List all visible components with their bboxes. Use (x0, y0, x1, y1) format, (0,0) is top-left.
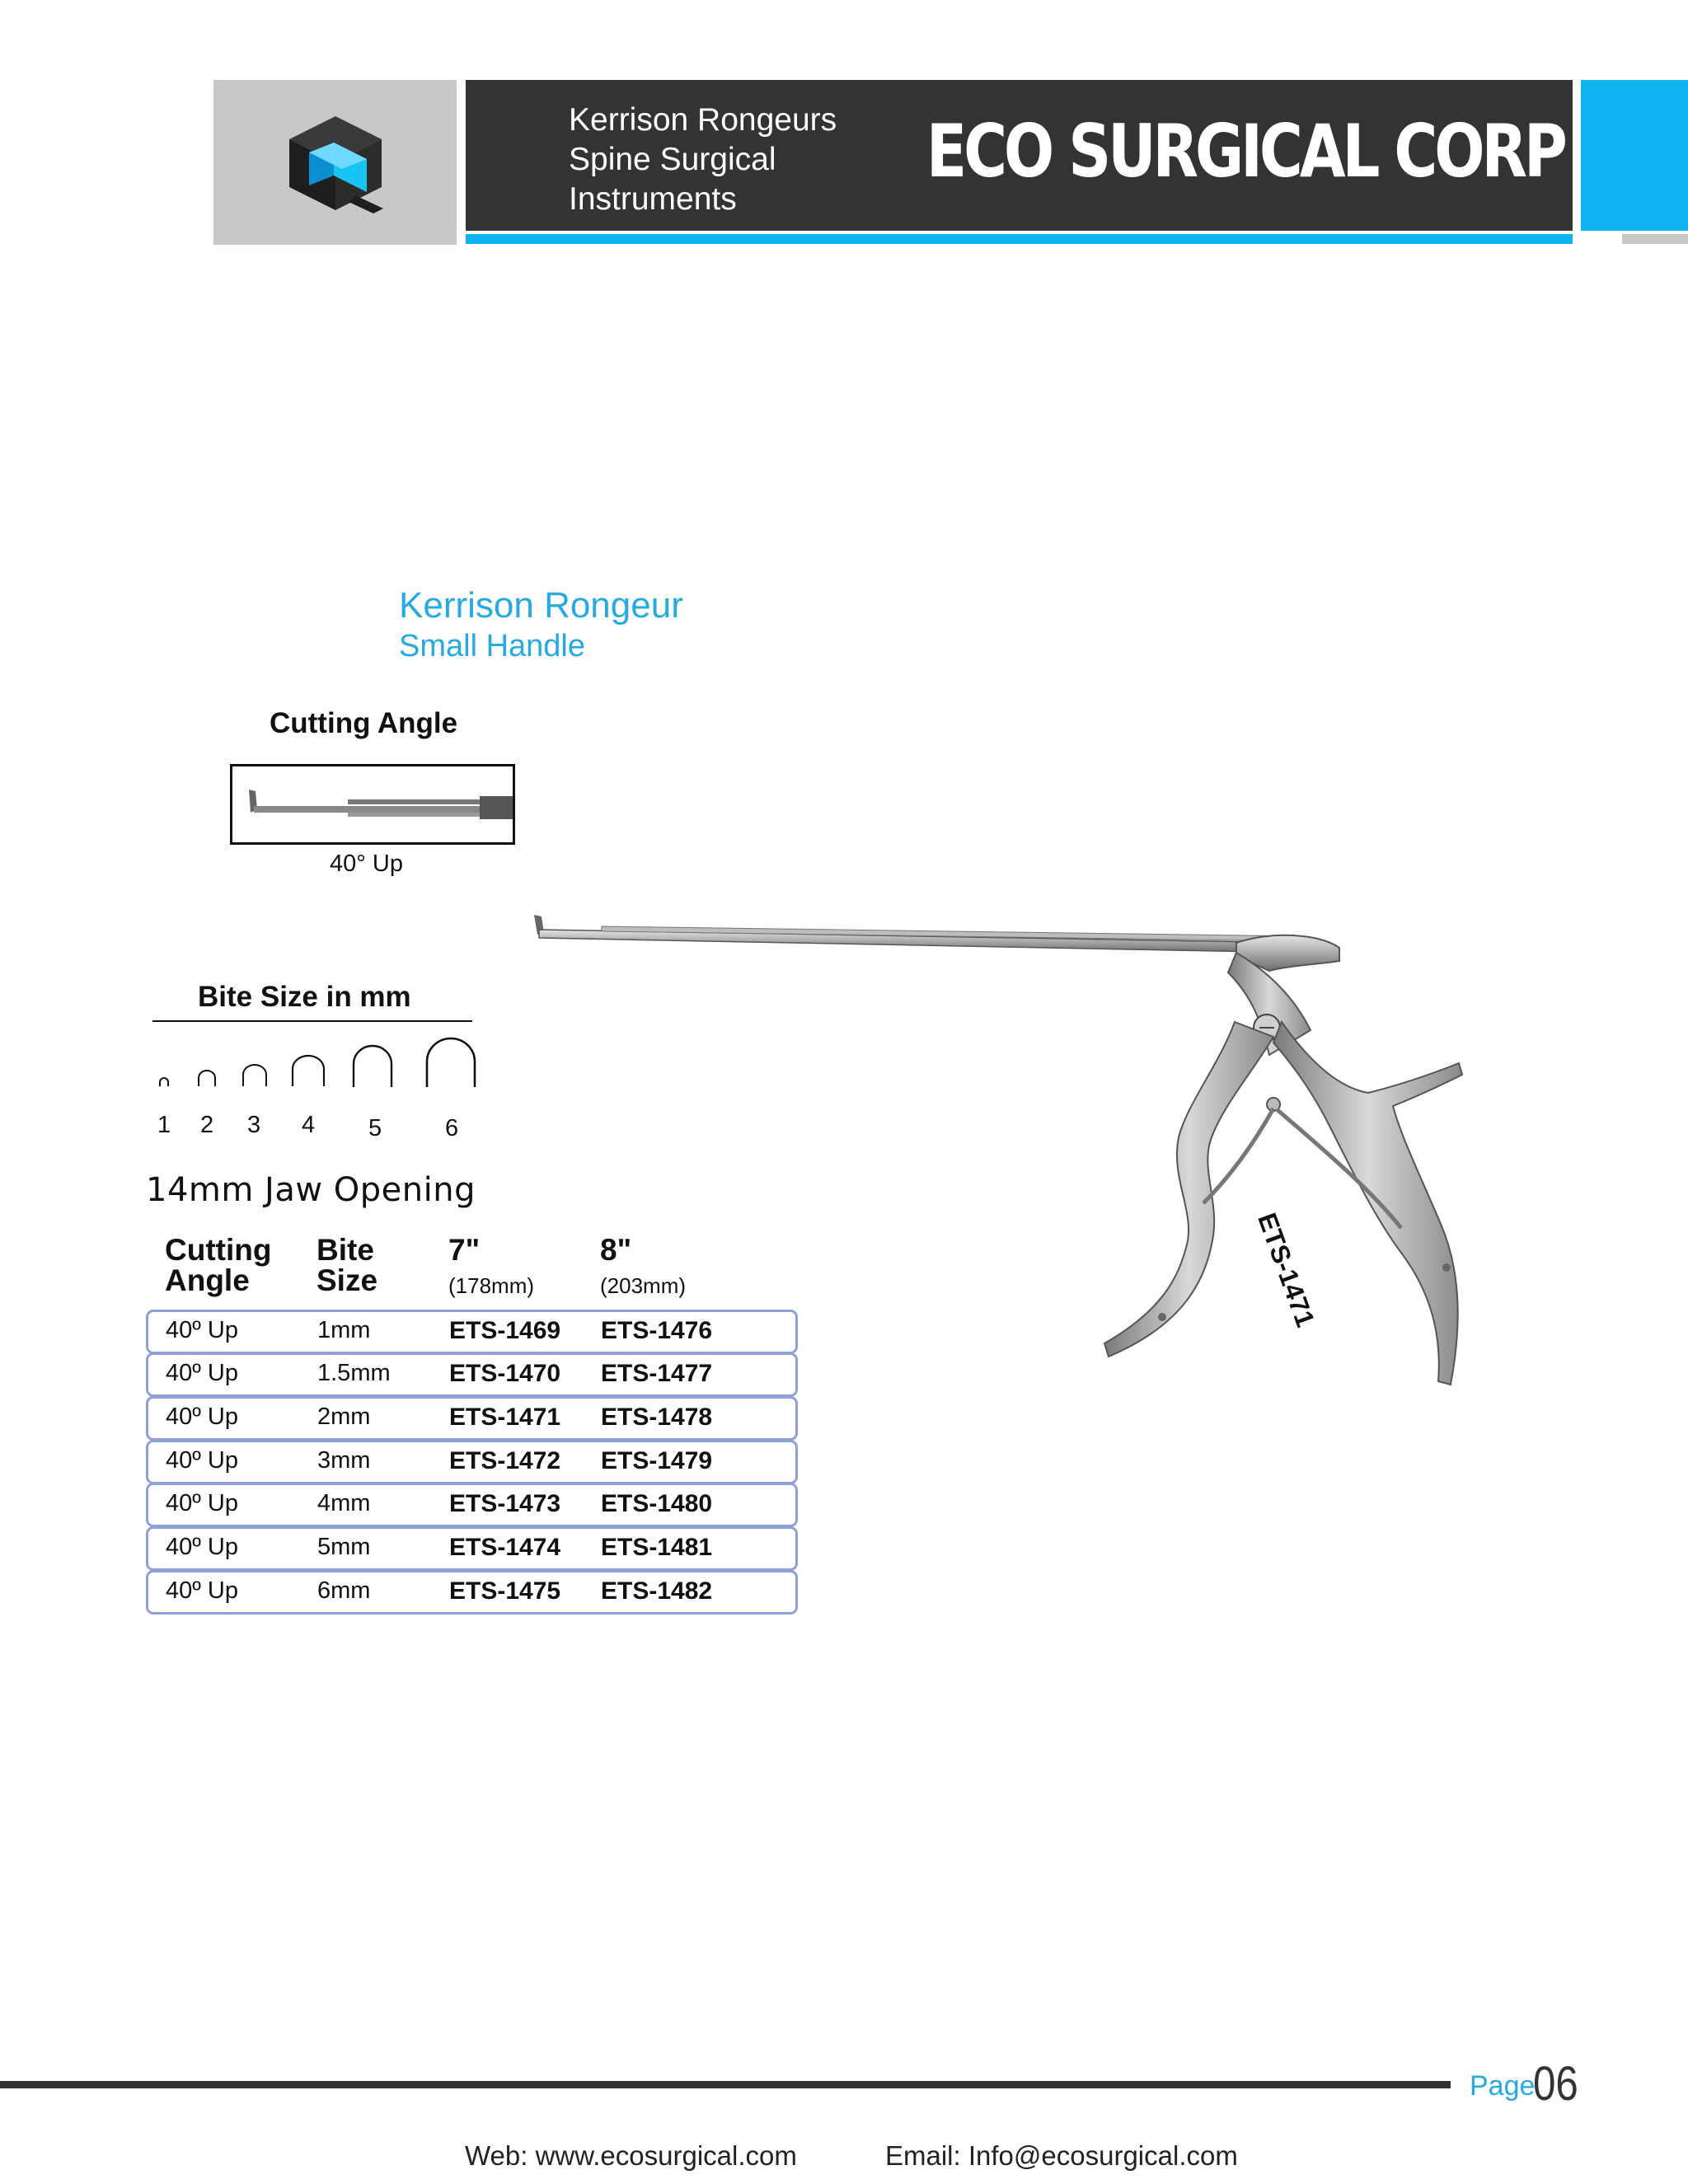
header-grey-line (1622, 234, 1688, 244)
cell-code-8: ETS-1477 (601, 1360, 713, 1387)
bite-shape-4-icon (291, 1054, 326, 1087)
cell-bite: 6mm (317, 1577, 371, 1604)
cell-angle: 40º Up (166, 1360, 238, 1386)
subtitle-line: Instruments (569, 181, 737, 217)
cell-bite: 5mm (317, 1534, 371, 1560)
cell-bite: 2mm (317, 1404, 371, 1430)
cell-bite: 1.5mm (317, 1360, 391, 1386)
table-row (146, 1570, 798, 1615)
jaw-opening-label: 14mm Jaw Opening (146, 1171, 476, 1209)
bite-size-divider (152, 1020, 472, 1022)
page-label: Page (1470, 2070, 1536, 2102)
bite-number: 6 (445, 1115, 459, 1141)
logo-panel (213, 80, 457, 245)
cell-bite: 1mm (317, 1317, 371, 1343)
table-row (146, 1440, 798, 1484)
subtitle-line: Spine Surgical (569, 142, 776, 177)
cell-angle: 40º Up (166, 1490, 238, 1516)
company-name: ECO SURGICAL CORP (926, 109, 1564, 194)
cell-code-7: ETS-1475 (449, 1577, 561, 1605)
bite-shape-6-icon (425, 1037, 476, 1088)
header-bite-size: Bite Size (316, 1233, 378, 1297)
instrument-code-label: ETS-1471 (1252, 1209, 1321, 1331)
bite-number: 3 (247, 1112, 261, 1138)
header-subtitle (569, 101, 837, 219)
table-row (146, 1526, 798, 1571)
cell-code-8: ETS-1480 (601, 1490, 713, 1517)
cutting-angle-diagram (230, 764, 515, 845)
kerrison-rongeur-illustration (528, 898, 1533, 1413)
cell-code-7: ETS-1470 (449, 1360, 561, 1387)
cell-code-8: ETS-1479 (601, 1447, 713, 1474)
cell-angle: 40º Up (166, 1534, 238, 1560)
bite-number: 2 (200, 1112, 214, 1138)
bite-number: 1 (157, 1112, 171, 1138)
cell-bite: 3mm (317, 1447, 371, 1474)
cutting-angle-caption: 40° Up (330, 851, 403, 877)
cell-code-8: ETS-1481 (601, 1534, 713, 1561)
bite-number: 5 (368, 1115, 382, 1141)
cell-code-7: ETS-1471 (449, 1404, 561, 1431)
cell-code-8: ETS-1482 (601, 1577, 713, 1605)
cell-angle: 40º Up (166, 1317, 238, 1343)
product-subtitle: Small Handle (399, 629, 585, 663)
header-8-inch: 8" (600, 1233, 632, 1267)
website-link[interactable]: Web: www.ecosurgical.com (465, 2140, 797, 2171)
bite-size-label: Bite Size in mm (198, 981, 411, 1013)
bite-shape-5-icon (352, 1044, 393, 1088)
bite-shape-3-icon (241, 1063, 268, 1087)
header-accent-line (466, 234, 1573, 244)
cutting-angle-label: Cutting Angle (270, 707, 458, 739)
rongeur-instrument-icon (528, 898, 1533, 1409)
jaw-tip-icon (232, 766, 513, 842)
email-link[interactable]: Email: Info@ecosurgical.com (885, 2140, 1238, 2171)
bite-shape-1-icon (158, 1077, 170, 1087)
cell-bite: 4mm (317, 1490, 371, 1516)
cell-angle: 40º Up (166, 1404, 238, 1430)
subtitle-line: Kerrison Rongeurs (569, 102, 837, 138)
cell-angle: 40º Up (166, 1447, 238, 1474)
bite-shape-2-icon (197, 1070, 217, 1087)
cell-code-7: ETS-1472 (449, 1447, 561, 1474)
cell-code-8: ETS-1476 (601, 1317, 713, 1344)
header-8-inch-mm: (203mm) (600, 1273, 687, 1298)
header-7-inch-mm: (178mm) (448, 1273, 535, 1298)
product-title: Kerrison Rongeur (399, 585, 683, 626)
page-number: 06 (1533, 2057, 1578, 2111)
cell-code-7: ETS-1473 (449, 1490, 561, 1517)
header-cutting-angle: Cutting Angle (165, 1233, 272, 1297)
table-row (146, 1483, 798, 1527)
cell-code-8: ETS-1478 (601, 1404, 713, 1431)
footer-divider (0, 2081, 1451, 2088)
bite-number: 4 (302, 1112, 316, 1138)
cell-code-7: ETS-1474 (449, 1534, 561, 1561)
header-7-inch: 7" (448, 1233, 481, 1267)
cell-angle: 40º Up (166, 1577, 238, 1604)
cube-logo-icon (284, 113, 387, 213)
header-accent-block (1581, 80, 1688, 231)
cell-code-7: ETS-1469 (449, 1317, 561, 1344)
